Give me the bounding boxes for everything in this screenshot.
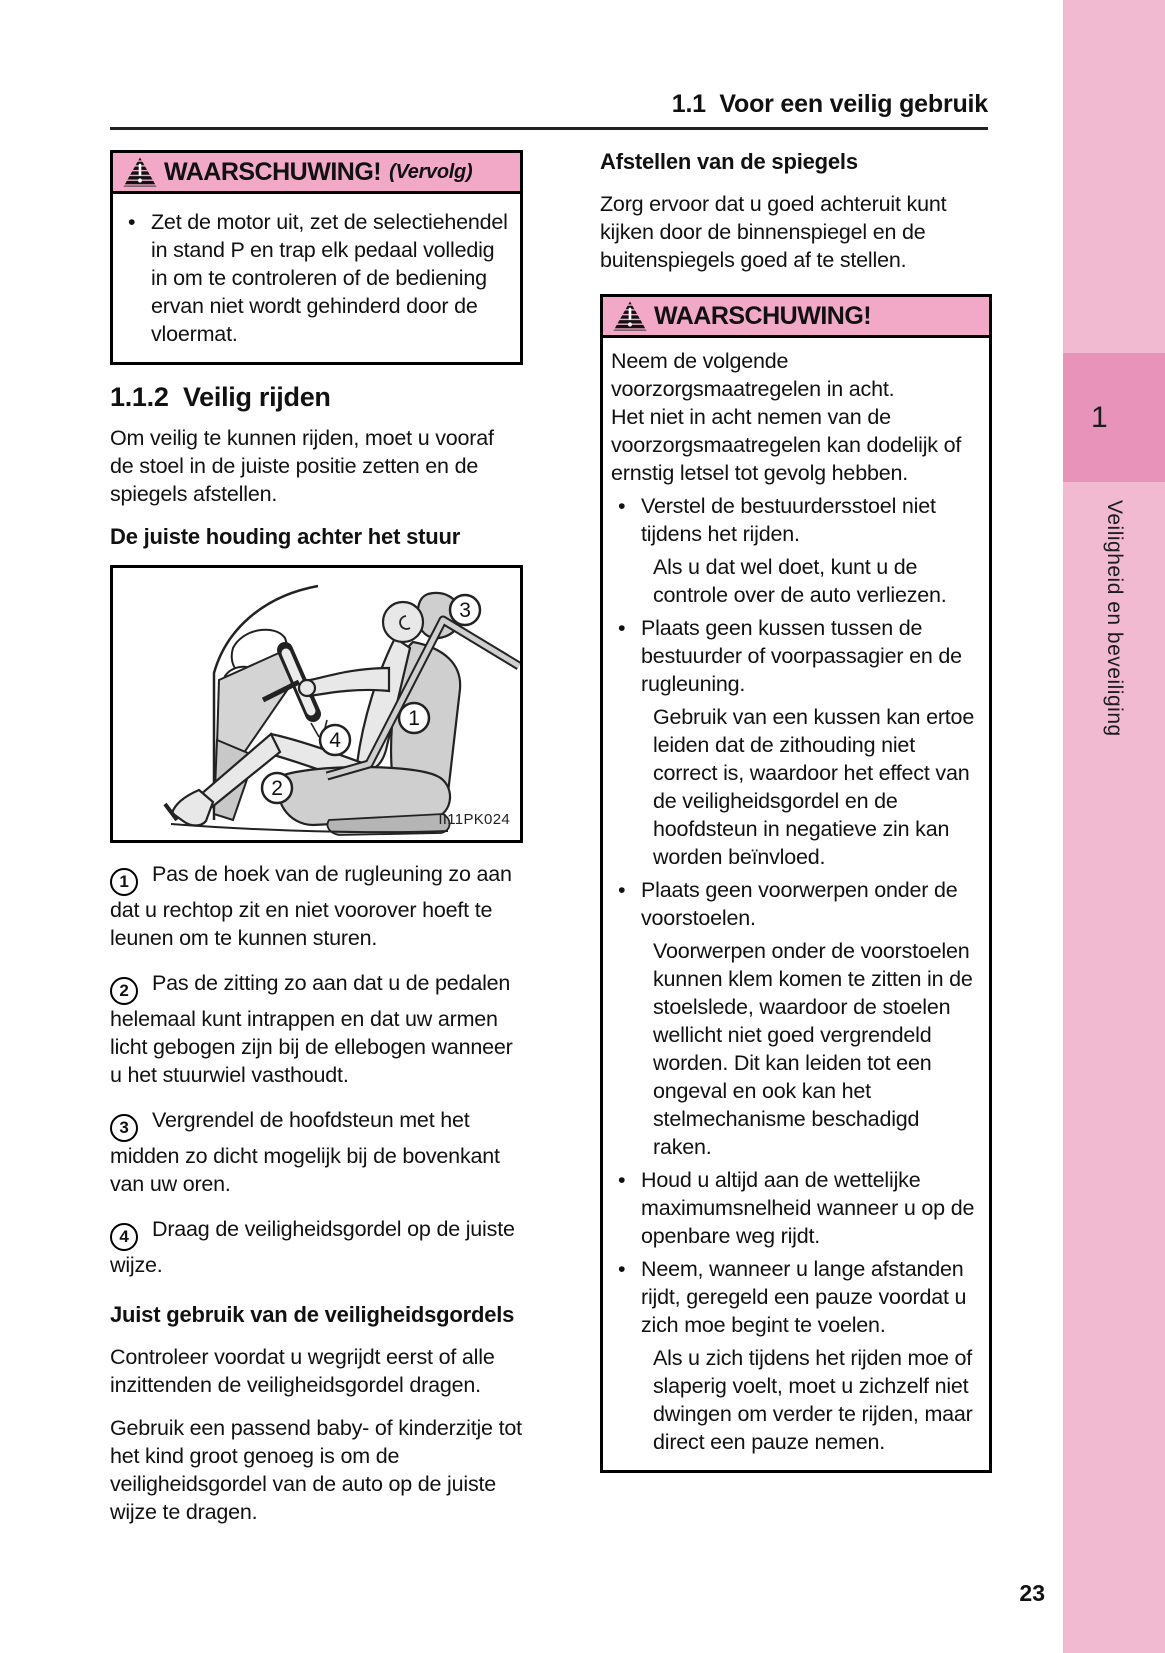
figure-callout-2 [262,773,292,803]
right-column [600,148,992,1477]
bullet-icon: • [128,210,136,234]
numbered-item [110,969,523,1089]
warning-triangle-icon [123,157,157,187]
svg-text:3: 3 [459,599,471,622]
svg-text:2: 2 [271,777,283,800]
warning-sub-paragraph: Gebruik van een kussen kan ertoe leiden dat de zithouding niet correct is, waardoor het effect van de veiligheidsgordel en de hoofdsteun in negatieve zin kan worden beïnvloed. [653,705,975,869]
numbered-item-text: Pas de zitting zo aan dat u de pedalen helemaal kunt intrappen en dat uw armen licht gebogen zijn bij de ellebogen wanneer u het stuurwiel vasthoudt. [110,971,513,1087]
warning-box-continued-header [113,153,520,194]
belts-paragraph-1: Controleer voordat u wegrijdt eerst of alle inzittenden de veiligheidsgordel dragen. [110,1345,495,1397]
warning-bullet-text: Houd u altijd aan de wettelijke maximumsnelheid wanneer u op de openbare weg rijdt. [641,1168,975,1248]
subheading-belts: Juist gebruik van de veiligheidsgordels [110,1302,515,1327]
chapter-sidebar [1063,0,1165,1653]
chapter-number-tab [1063,353,1165,482]
bullet-icon: • [618,1168,626,1192]
driving-position-figure [110,565,523,843]
section-heading: 1.1.2 Veilig rijden [110,382,331,412]
circled-number: 2 [110,977,138,1005]
figure-caption: II11PK024 [438,811,510,828]
chapter-title-text: Veiligheid en beveiliging [1103,500,1126,737]
chapter-number: 1 [1091,400,1108,434]
warning-bullet-text: Neem, wanneer u lange afstanden rijdt, geregeld een pauze voordat u zich moe begint te voelen. [641,1257,967,1337]
warning-bullet [611,876,979,932]
warning-continued-body [113,194,520,362]
figure-callout-1 [399,703,429,733]
warning-bullet [611,1255,979,1339]
page-number: 23 [1019,1580,1045,1606]
bullet-icon: • [618,494,626,518]
warning-sub-paragraph: Voorwerpen onder de voorstoelen kunnen klem komen te zitten in de stoelslede, waardoor de stoelen wellicht niet goed vergrendeld worden. Dit kan leiden tot een ongeval en ook kan het stelmechanisme beschadigd raken. [653,939,973,1159]
warning-continued-item-text: Zet de motor uit, zet de selectiehendel in stand P en trap elk pedaal volledig in om te controleren of de bediening ervan niet wordt gehinderd door de vloermat. [151,210,508,346]
circled-number: 1 [110,868,138,896]
bullet-icon: • [618,616,626,640]
svg-text:1: 1 [408,707,420,730]
chapter-title-vertical [1063,500,1165,737]
warning-bullet [611,1166,979,1250]
svg-text:4: 4 [329,729,341,752]
numbered-item-text: Draag de veiligheidsgordel op de juiste wijze. [110,1217,515,1277]
warning-title: WAARSCHUWING! [164,158,382,186]
section-intro-paragraph: Om veilig te kunnen rijden, moet u vooraf de stoel in de juiste positie zetten en de spiegels afstellen. [110,426,494,506]
seat-illustration [113,568,520,840]
bullet-icon: • [618,878,626,902]
warning-bullet [611,492,979,548]
warning-paragraph: Het niet in acht nemen van de voorzorgsmaatregelen kan dodelijk of ernstig letsel tot gevolg hebben. [611,405,962,485]
warning-continued-item [121,208,510,348]
warning-bullet-text: Plaats geen kussen tussen de bestuurder of voorpassagier en de rugleuning. [641,616,962,696]
numbered-item [110,1106,523,1198]
numbered-items [110,860,523,1279]
circled-number: 3 [110,1114,138,1142]
warning-sub-paragraph: Als u zich tijdens het rijden moe of slaperig voelt, moet u zichzelf niet dwingen om verder te rijden, maar direct een pauze nemen. [653,1346,973,1454]
warning-box-main-header [603,297,989,338]
warning-triangle-icon [613,301,647,331]
numbered-item-text: Vergrendel de hoofdsteun met het midden zo dicht mogelijk bij de bovenkant van uw oren. [110,1108,500,1196]
circled-number: 4 [110,1223,138,1251]
warning-main-body [603,338,989,1470]
belts-section [110,1301,523,1526]
page-header-title: 1.1 Voor een veilig gebruik [671,90,988,118]
numbered-item [110,860,523,952]
mirrors-paragraph: Zorg ervoor dat u goed achteruit kunt kijken door de binnenspiegel en de buitenspiegels goed af te stellen. [600,192,947,272]
warning-bullet-text: Plaats geen voorwerpen onder de voorstoelen. [641,878,958,930]
warning-sub-paragraph: Als u dat wel doet, kunt u de controle over de auto verliezen. [653,555,947,607]
header-rule [110,127,988,130]
warning-box-main [600,294,992,1473]
belts-paragraph-2: Gebruik een passend baby- of kinderzitje tot het kind groot genoeg is om de veiligheidsgordel van de auto op de juiste wijze te dragen. [110,1416,522,1524]
warning-bullet-text: Verstel de bestuurdersstoel niet tijdens het rijden. [641,494,936,546]
numbered-item-text: Pas de hoek van de rugleuning zo aan dat u rechtop zit en niet voorover hoeft te leunen om te kunnen sturen. [110,862,512,950]
subheading-posture: De juiste houding achter het stuur [110,524,461,549]
figure-callout-4 [320,725,350,755]
warning-title: WAARSCHUWING! [654,302,872,330]
warning-bullet [611,614,979,698]
warning-continued-suffix: (Vervolg) [389,161,473,183]
mirrors-heading: Afstellen van de spiegels [600,149,858,174]
figure-callout-3 [450,595,480,625]
warning-paragraph: Neem de volgende voorzorgsmaatregelen in acht. [611,349,895,401]
bullet-icon: • [618,1257,626,1281]
warning-box-continued [110,150,523,365]
numbered-item [110,1215,523,1279]
left-column [110,150,523,1541]
